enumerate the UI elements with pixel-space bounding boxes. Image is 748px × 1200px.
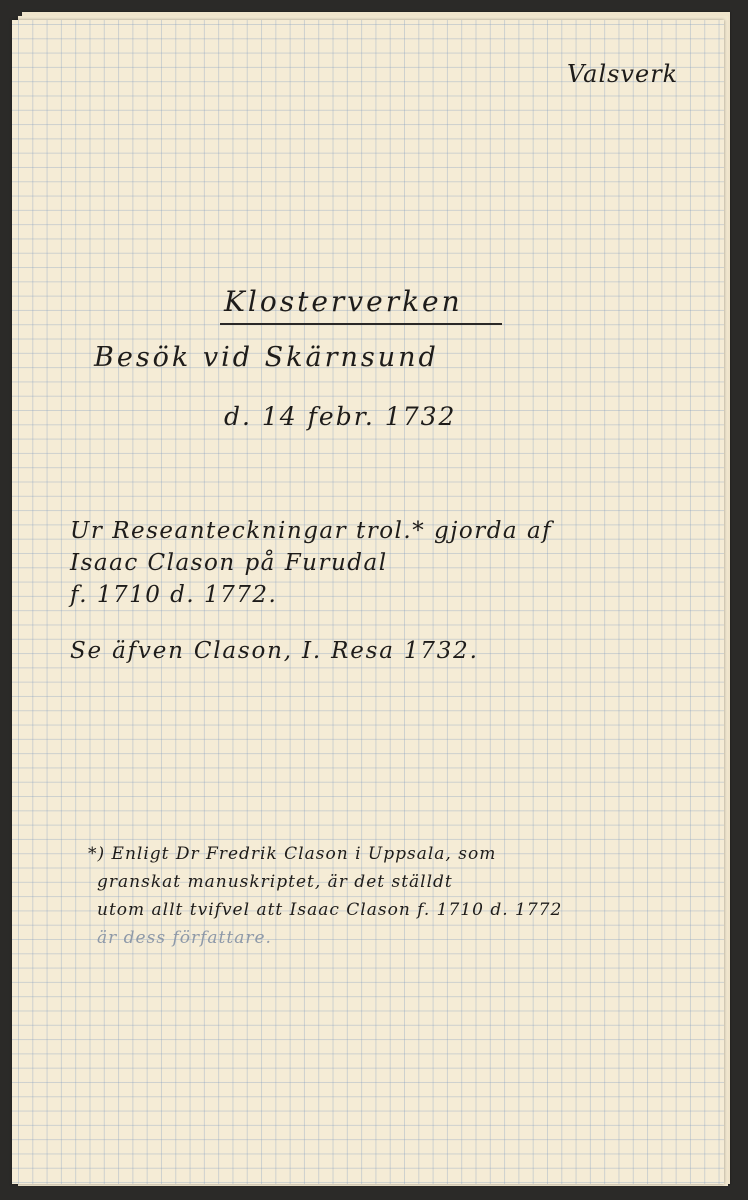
- graph-paper-page: [12, 20, 724, 1184]
- title-underline: [220, 323, 502, 325]
- footnote-line-4: är dess författare.: [97, 928, 272, 948]
- footnote-line-1: *) Enligt Dr Fredrik Clason i Uppsala, som: [88, 844, 497, 864]
- footnote-line-2: granskat manuskriptet, är det ställdt: [97, 872, 453, 892]
- corner-note: Valsverk: [567, 60, 679, 88]
- page-title: Klosterverken: [224, 285, 463, 318]
- footnote-line-3: utom allt tvifvel att Isaac Clason f. 1710 d. 1772: [97, 900, 563, 920]
- reference-line: Se äfven Clason, I. Resa 1732.: [70, 638, 479, 664]
- date-line: d. 14 febr. 1732: [224, 402, 457, 431]
- subtitle: Besök vid Skärnsund: [94, 342, 439, 373]
- source-line-1: Ur Reseanteckningar trol.* gjorda af: [70, 518, 553, 544]
- source-line-3: f. 1710 d. 1772.: [70, 582, 278, 608]
- source-line-2: Isaac Clason på Furudal: [70, 550, 388, 576]
